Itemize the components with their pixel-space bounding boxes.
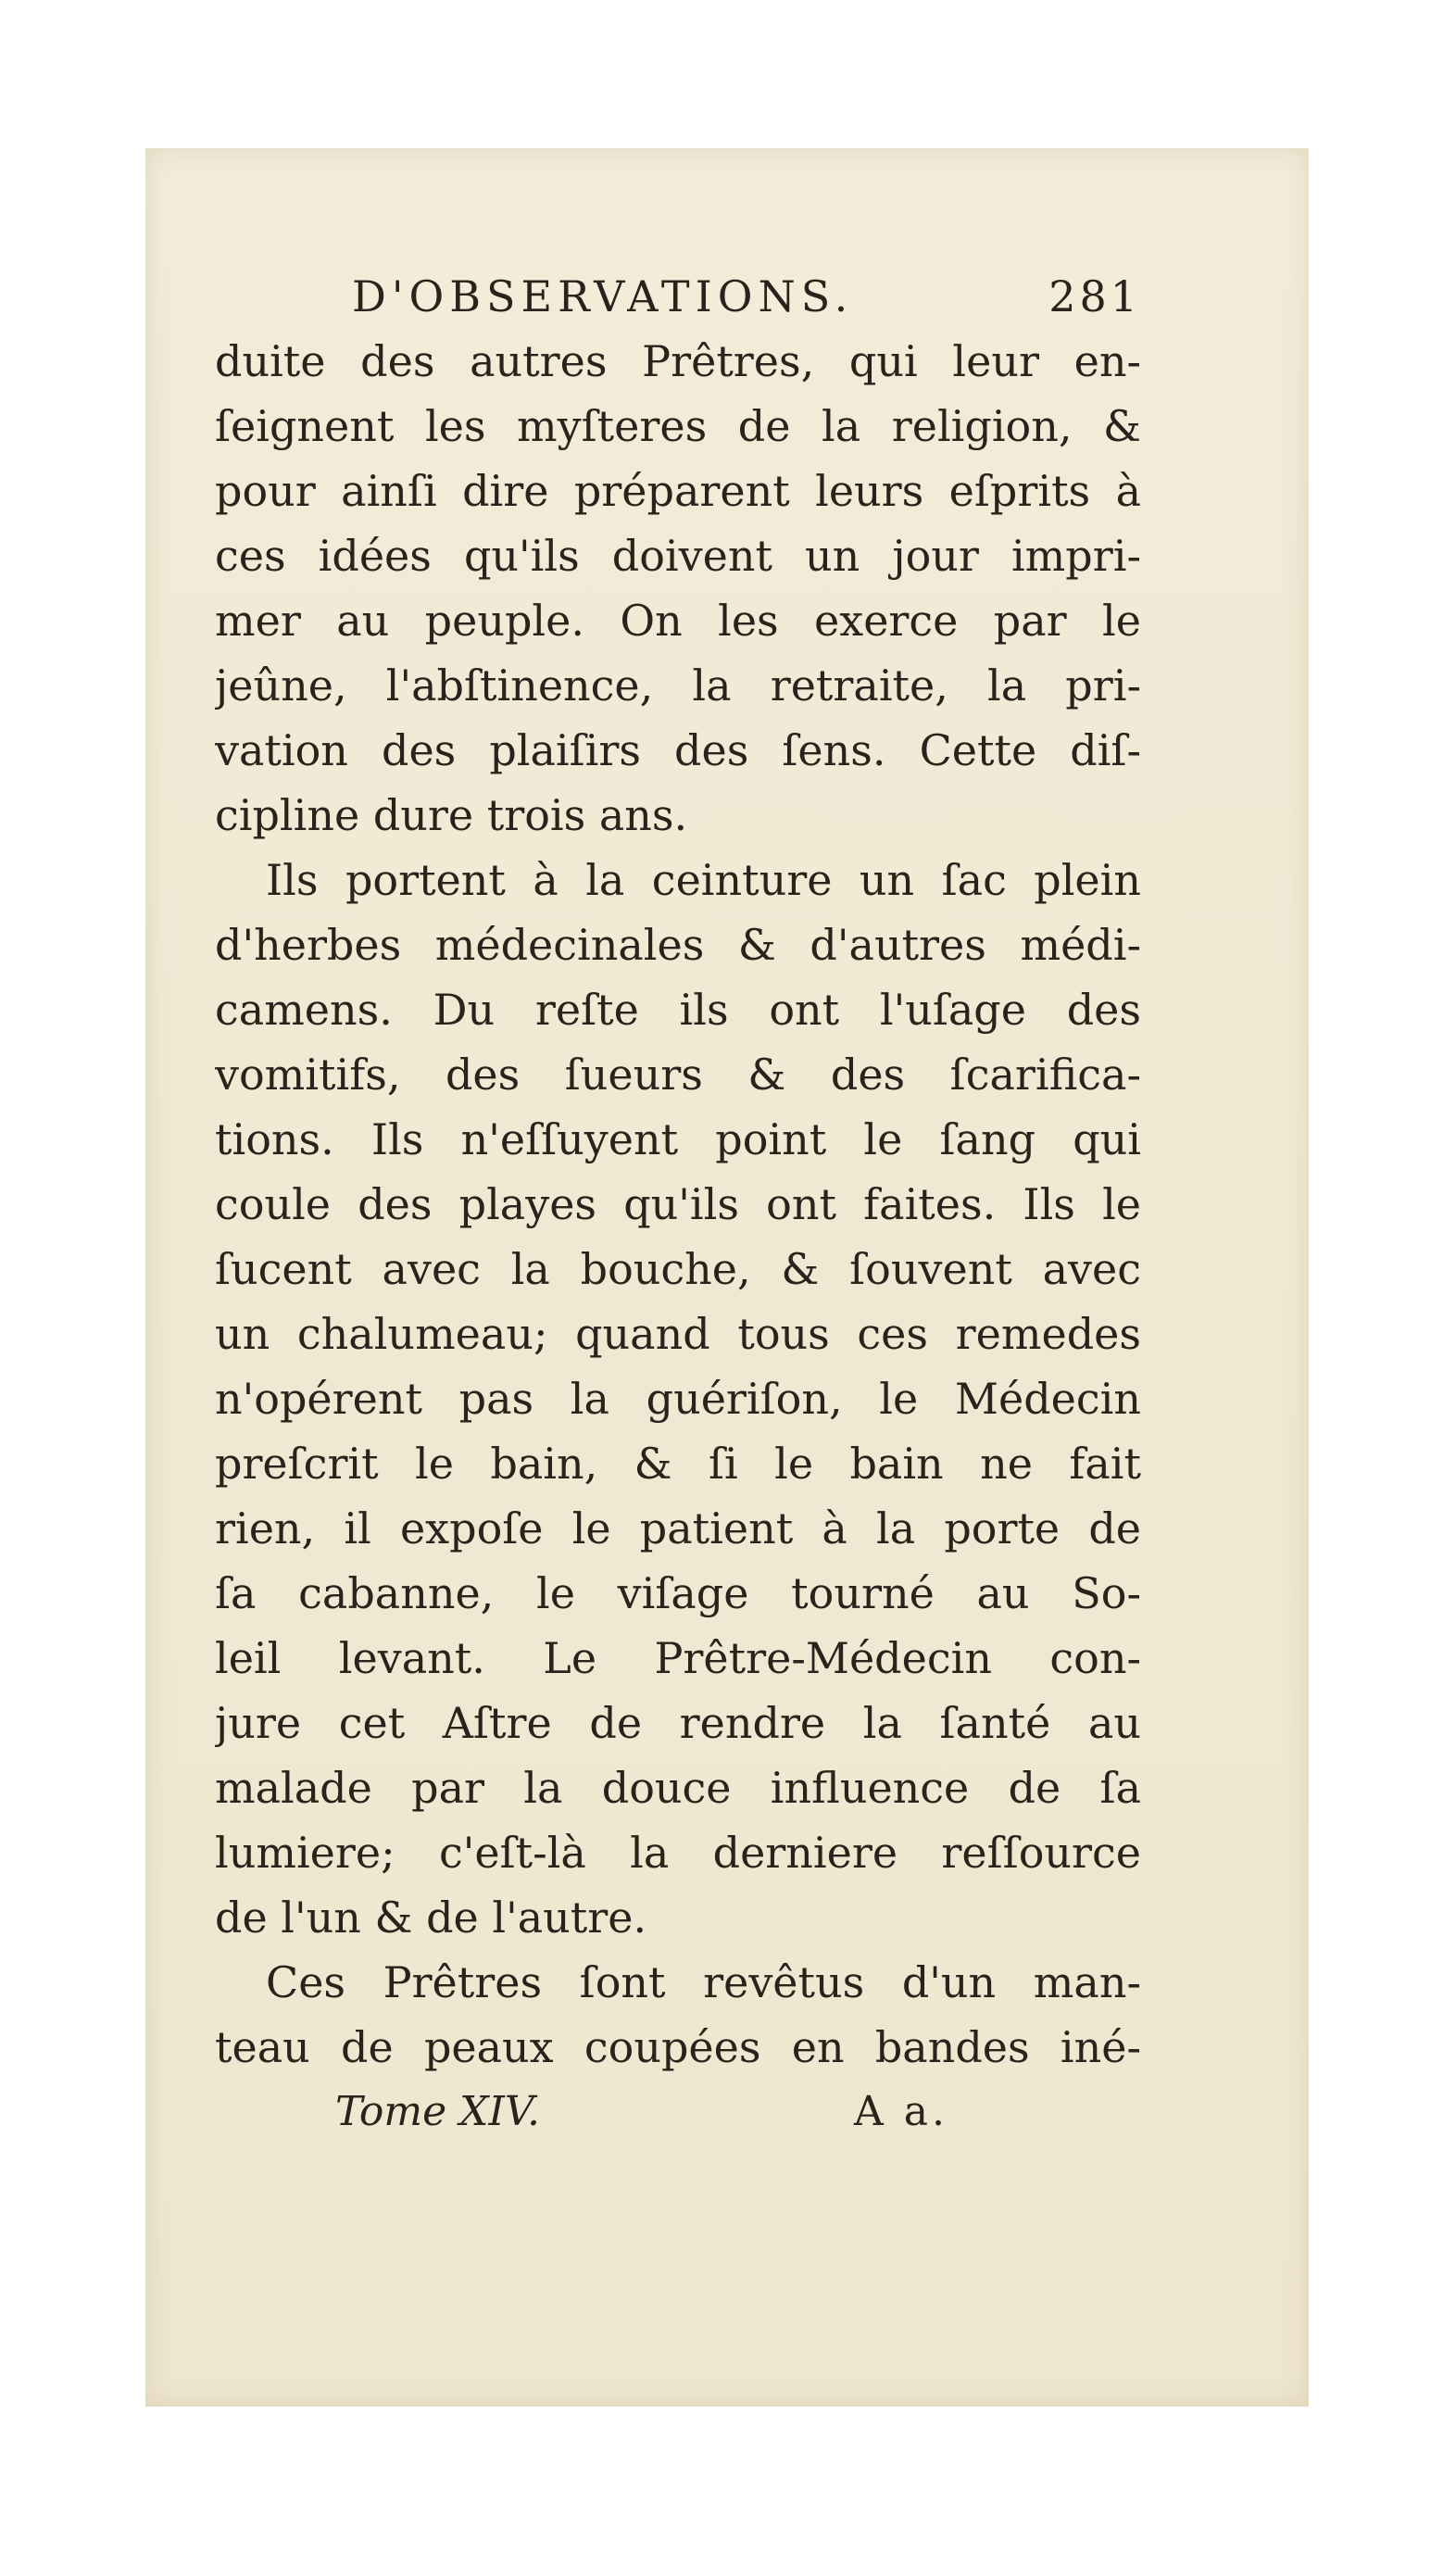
text-line: d'herbes médecinales & d'autres médi- (215, 920, 1141, 970)
paragraph-2 (215, 848, 1141, 1950)
text-line: ſa cabanne, le viſage tourné au So- (215, 1568, 1141, 1618)
text-line: tions. Ils n'eſſuyent point le ſang qui (215, 1114, 1141, 1164)
running-head (215, 264, 1141, 329)
text-line: coule des playes qu'ils ont faites. Ils le (215, 1179, 1141, 1229)
book-page (145, 148, 1309, 2407)
text-line: malade par la douce influence de ſa (215, 1763, 1141, 1813)
text-line: Ils portent à la ceinture un ſac plein (266, 855, 1141, 905)
text-line: Ces Prêtres ſont revêtus d'un man- (266, 1957, 1141, 2007)
running-title: D'OBSERVATIONS. (352, 271, 854, 321)
text-line: jeûne, l'abſtinence, la retraite, la pri- (215, 660, 1141, 711)
text-line: teau de peaux coupées en bandes iné- (215, 2022, 1141, 2072)
text-line: vomitifs, des ſueurs & des ſcarifica- (215, 1050, 1141, 1100)
gathering-mark: A a. (854, 2088, 948, 2135)
text-line: camens. Du reſte ils ont l'uſage des (215, 985, 1141, 1035)
text-line: jure cet Aſtre de rendre la ſanté au (215, 1698, 1141, 1748)
text-line: leil levant. Le Prêtre-Médecin con- (215, 1633, 1141, 1683)
text-line: de l'un & de l'autre. (215, 1893, 647, 1943)
text-line: preſcrit le bain, & ſi le bain ne fait (215, 1439, 1141, 1489)
paragraph-3 (215, 1950, 1141, 2080)
text-line: rien, il expoſe le patient à la porte de (215, 1503, 1141, 1553)
text-block (215, 264, 1141, 2144)
text-line: lumiere; c'eſt-là la derniere reſſource (215, 1828, 1141, 1878)
text-line: ſucent avec la bouche, & ſouvent avec (215, 1244, 1141, 1294)
text-line: ſeignent les myſteres de la religion, & (215, 401, 1141, 451)
page-number: 281 (1048, 271, 1141, 321)
text-line: un chalumeau; quand tous ces remedes (215, 1309, 1141, 1359)
text-line: mer au peuple. On les exerce par le (215, 596, 1141, 646)
volume-signature: Tome XIV. (335, 2088, 540, 2135)
page-footer (215, 2080, 1141, 2144)
text-line: vation des plaiſirs des ſens. Cette diſ- (215, 725, 1141, 775)
text-line: pour ainſi dire préparent leurs eſprits à (215, 466, 1141, 516)
text-line: n'opérent pas la guériſon, le Médecin (215, 1374, 1141, 1424)
text-line: cipline dure trois ans. (215, 790, 688, 840)
text-line: ces idées qu'ils doivent un jour impri- (215, 531, 1141, 581)
text-line: duite des autres Prêtres, qui leur en- (215, 336, 1141, 386)
paragraph-1 (215, 329, 1141, 848)
